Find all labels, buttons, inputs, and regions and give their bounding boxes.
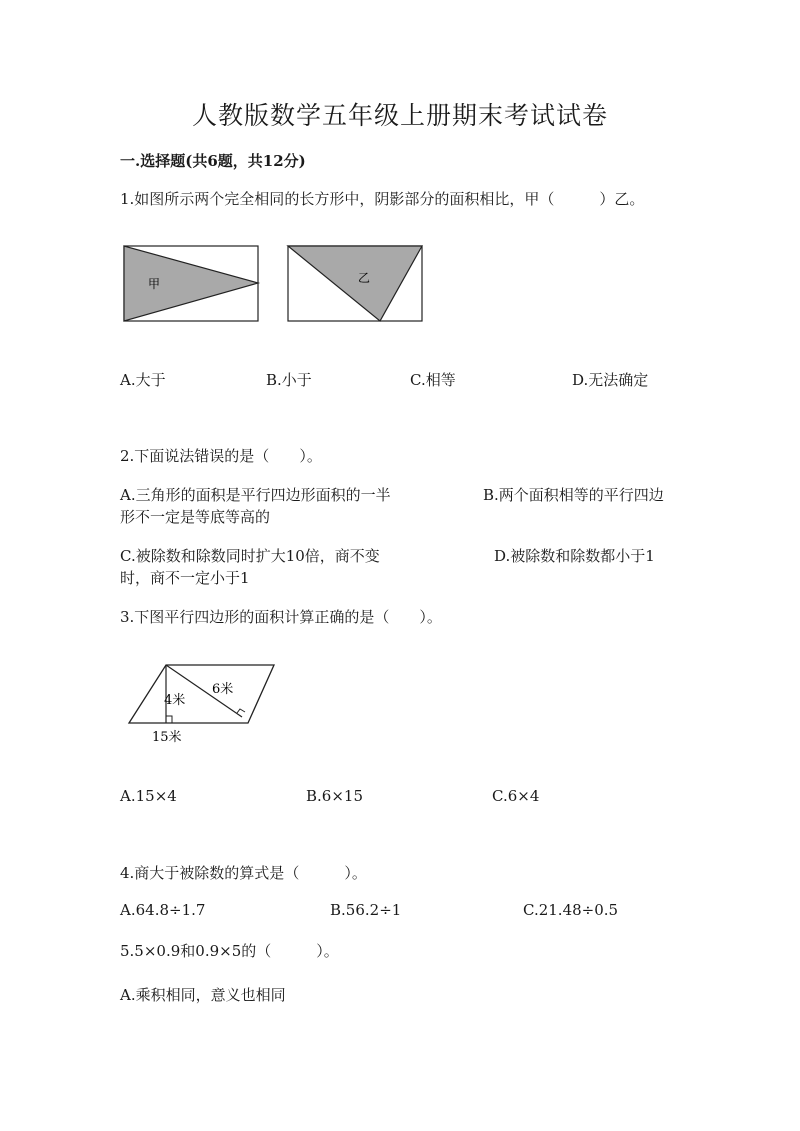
q4-stem: 4.商大于被除数的算式是（ ）。 [120, 864, 367, 882]
q3-base-label: 15米 [152, 730, 182, 745]
q1-option-a: A.大于 [120, 371, 166, 389]
q2-option-b-line2: 形不一定是等底等高的 [120, 508, 271, 526]
q1-right-label: 乙 [358, 271, 371, 285]
page-title: 人教版数学五年级上册期末考试试卷 [191, 101, 608, 130]
q3-diagonal-label: 6米 [212, 682, 234, 697]
q5-option-a: A.乘积相同，意义也相同 [120, 986, 286, 1004]
q2-option-c: C.被除数和除数同时扩大10倍，商不变 [120, 547, 380, 565]
q4-option-c: C.21.48÷0.5 [523, 901, 619, 919]
q2-option-b-line1: B.两个面积相等的平行四边 [483, 486, 664, 504]
q3-parallelogram [129, 665, 274, 723]
q1-option-b: B.小于 [266, 371, 312, 389]
q3-height-label: 4米 [164, 693, 186, 708]
q3-stem: 3.下图平行四边形的面积计算正确的是（ ）。 [120, 608, 442, 626]
q2-option-a: A.三角形的面积是平行四边形面积的一半 [120, 486, 391, 504]
q5-stem: 5.5×0.9和0.9×5的（ ）。 [120, 942, 339, 960]
q1-option-c: C.相等 [410, 371, 456, 389]
q3-option-c: C.6×4 [492, 787, 540, 805]
q4-option-a: A.64.8÷1.7 [120, 901, 206, 919]
section-heading: 一.选择题(共6题，共12分) [120, 152, 306, 170]
q2-option-d-line1: D.被除数和除数都小于1 [494, 547, 655, 565]
q3-option-b: B.6×15 [306, 787, 363, 805]
q2-stem: 2.下面说法错误的是（ ）。 [120, 447, 322, 465]
q3-parallelogram-figure [120, 655, 285, 750]
q1-option-d: D.无法确定 [572, 371, 649, 389]
q3-option-a: A.15×4 [120, 787, 177, 805]
q4-option-b: B.56.2÷1 [330, 901, 402, 919]
q1-figure [118, 240, 428, 330]
q2-option-d-line2: 时，商不一定小于1 [120, 569, 250, 587]
q1-stem: 1.如图所示两个完全相同的长方形中，阴影部分的面积相比，甲（ ）乙。 [120, 190, 645, 208]
q3-height-right-angle [166, 716, 172, 723]
q3-diagonal-right-angle [237, 709, 245, 713]
q1-left-label: 甲 [148, 277, 161, 291]
